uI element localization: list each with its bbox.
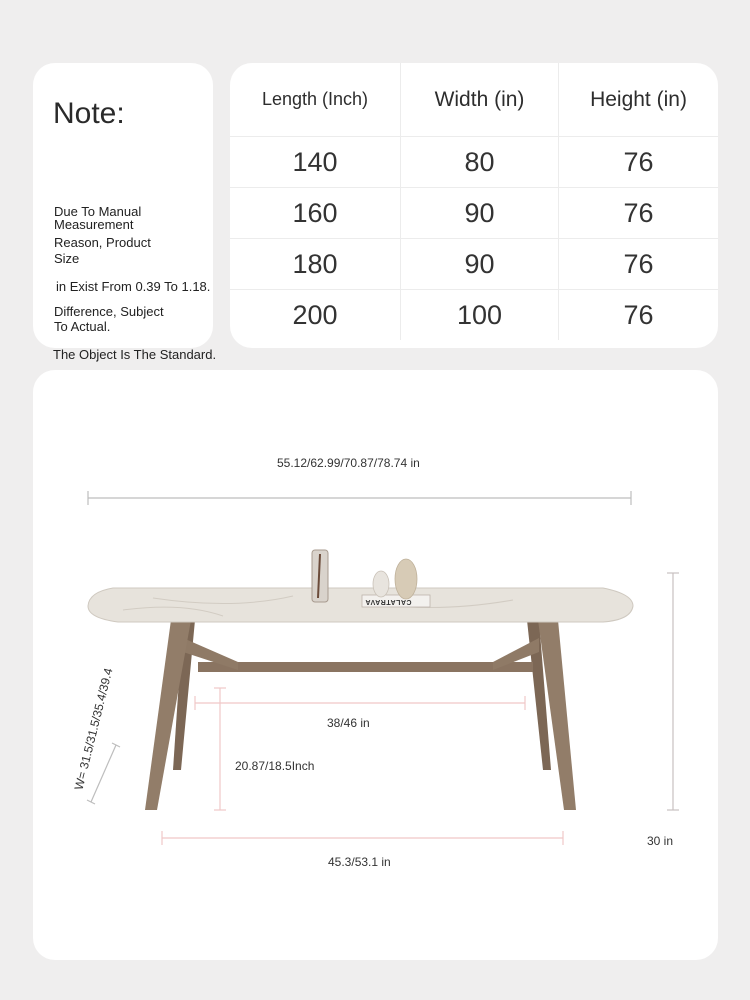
note-line: Reason, Product <box>54 235 151 250</box>
cell-width: 90 <box>401 239 559 290</box>
note-title: Note: <box>53 97 125 130</box>
table-row <box>230 188 718 239</box>
cell-height: 76 <box>559 239 719 290</box>
table-row <box>230 290 718 341</box>
table-legs <box>145 620 576 810</box>
header-width: Width (in) <box>401 63 559 137</box>
cell-length: 160 <box>230 188 401 239</box>
note-line: Due To Manual <box>54 204 142 219</box>
size-table <box>230 63 718 340</box>
cell-width: 90 <box>401 188 559 239</box>
decor-vase <box>312 550 328 602</box>
depth-label: W= 31.5/31.5/35.4/39.4 <box>71 666 116 792</box>
cell-length: 180 <box>230 239 401 290</box>
leg-height-dimension-line <box>214 688 226 810</box>
inner-span-dimension-line <box>195 696 525 710</box>
note-line: in Exist From 0.39 To 1.18. <box>56 279 211 294</box>
cell-height: 76 <box>559 290 719 341</box>
table-row <box>230 239 718 290</box>
note-line: To Actual. <box>54 319 111 334</box>
top-length-dimension-line <box>88 491 631 505</box>
height-dimension-line <box>667 573 679 810</box>
size-table-card <box>230 63 718 348</box>
header-height: Height (in) <box>559 63 719 137</box>
note-card <box>33 63 217 362</box>
bottom-span-dimension-line <box>162 831 563 845</box>
note-line: Size <box>54 251 80 266</box>
height-label: 30 in <box>647 834 674 848</box>
cell-height: 76 <box>559 188 719 239</box>
cell-height: 76 <box>559 137 719 188</box>
book-title: CALATRAVA <box>365 598 412 605</box>
marble-tabletop <box>88 588 633 622</box>
note-line: Difference, Subject <box>54 304 164 319</box>
cell-length: 200 <box>230 290 401 341</box>
inner-span-label: 38/46 in <box>327 716 370 730</box>
bottom-span-label: 45.3/53.1 in <box>328 855 391 869</box>
note-line: The Object Is The Standard. <box>53 347 217 362</box>
top-length-label: 55.12/62.99/70.87/78.74 in <box>277 456 420 470</box>
cell-length: 140 <box>230 137 401 188</box>
table-header-row <box>230 63 718 137</box>
cell-width: 80 <box>401 137 559 188</box>
header-length: Length (Inch) <box>261 89 369 109</box>
dimension-diagram-card <box>33 370 718 960</box>
cell-width: 100 <box>401 290 559 341</box>
table-row <box>230 137 718 188</box>
leg-height-label: 20.87/18.5Inch <box>235 759 315 773</box>
note-line: Measurement <box>54 217 134 232</box>
